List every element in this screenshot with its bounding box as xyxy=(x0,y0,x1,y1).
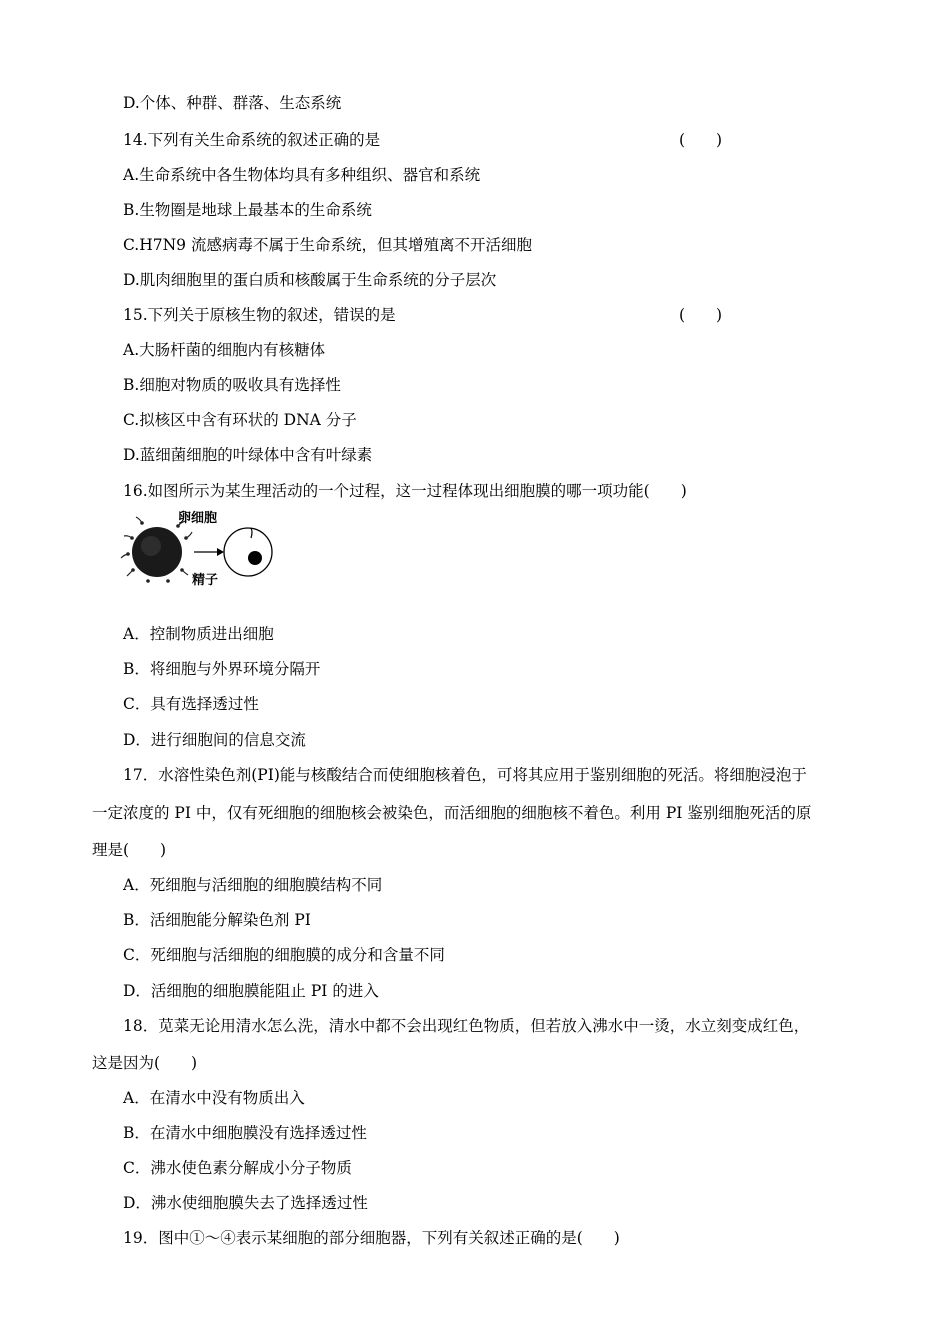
zygote-nucleus xyxy=(248,551,262,565)
q15-option-b: B.细胞对物质的吸收具有选择性 xyxy=(123,376,341,394)
q18-option-b: B．在清水中细胞膜没有选择透过性 xyxy=(123,1124,367,1142)
q14-option-a: A.生命系统中各生物体均具有多种组织、器官和系统 xyxy=(123,166,481,184)
q16-option-d: D．进行细胞间的信息交流 xyxy=(123,731,306,749)
label-sperm: 精子 xyxy=(192,573,219,588)
q16-option-b: B．将细胞与外界环境分隔开 xyxy=(123,660,321,678)
q18-option-d: D．沸水使细胞膜失去了选择透过性 xyxy=(123,1194,368,1212)
q14-option-d: D.肌肉细胞里的蛋白质和核酸属于生命系统的分子层次 xyxy=(123,271,497,289)
q17-option-c: C．死细胞与活细胞的细胞膜的成分和含量不同 xyxy=(123,946,445,964)
q14-answer-paren: ( ) xyxy=(679,131,723,149)
q17-stem-line3: 理是( ) xyxy=(92,841,167,859)
q18-option-c: C．沸水使色素分解成小分子物质 xyxy=(123,1159,352,1177)
q14-option-b: B.生物圈是地球上最基本的生命系统 xyxy=(123,201,372,219)
label-egg: 卵细胞 xyxy=(178,511,218,526)
arrow-head xyxy=(217,548,224,556)
q15-answer-paren: ( ) xyxy=(679,306,723,324)
q15-option-d: D.蓝细菌细胞的叶绿体中含有叶绿素 xyxy=(123,446,373,464)
q13-option-d: D.个体、种群、群落、生态系统 xyxy=(123,94,342,112)
q16-option-a: A．控制物质进出细胞 xyxy=(123,625,274,643)
q16-option-c: C．具有选择透过性 xyxy=(123,695,259,713)
q18-option-a: A．在清水中没有物质出入 xyxy=(123,1089,305,1107)
q14-stem: 14.下列有关生命系统的叙述正确的是 xyxy=(123,131,381,149)
q15-option-c: C.拟核区中含有环状的 DNA 分子 xyxy=(123,411,357,429)
q18-stem-line2: 这是因为( ) xyxy=(92,1054,198,1072)
q14-option-c: C.H7N9 流感病毒不属于生命系统，但其增殖离不开活细胞 xyxy=(123,236,532,254)
q18-stem-line1: 18．苋菜无论用清水怎么洗，清水中都不会出现红色物质，但若放入沸水中一烫，水立刻变成红色， xyxy=(123,1017,810,1035)
q17-stem-line1: 17．水溶性染色剂(PI)能与核酸结合而使细胞核着色，可将其应用于鉴别细胞的死活。将细胞浸泡于 xyxy=(123,766,807,784)
fertilization-figure xyxy=(120,508,280,592)
q17-option-b: B．活细胞能分解染色剂 PI xyxy=(123,911,311,929)
q15-stem: 15.下列关于原核生物的叙述，错误的是 xyxy=(123,306,396,324)
q15-option-a: A.大肠杆菌的细胞内有核糖体 xyxy=(123,341,326,359)
q17-option-d: D．活细胞的细胞膜能阻止 PI 的进入 xyxy=(123,982,379,1000)
q16-stem: 16.如图所示为某生理活动的一个过程，这一过程体现出细胞膜的哪一项功能( ) xyxy=(123,482,687,500)
q17-option-a: A．死细胞与活细胞的细胞膜结构不同 xyxy=(123,876,383,894)
fertilization-diagram xyxy=(120,508,280,592)
q17-stem-line2: 一定浓度的 PI 中，仅有死细胞的细胞核会被染色，而活细胞的细胞核不着色。利用 PI 鉴别细胞死活的原 xyxy=(92,804,812,822)
q19-stem: 19．图中①～④表示某细胞的部分细胞器，下列有关叙述正确的是( ) xyxy=(123,1229,620,1247)
zygote-shape xyxy=(224,528,272,576)
